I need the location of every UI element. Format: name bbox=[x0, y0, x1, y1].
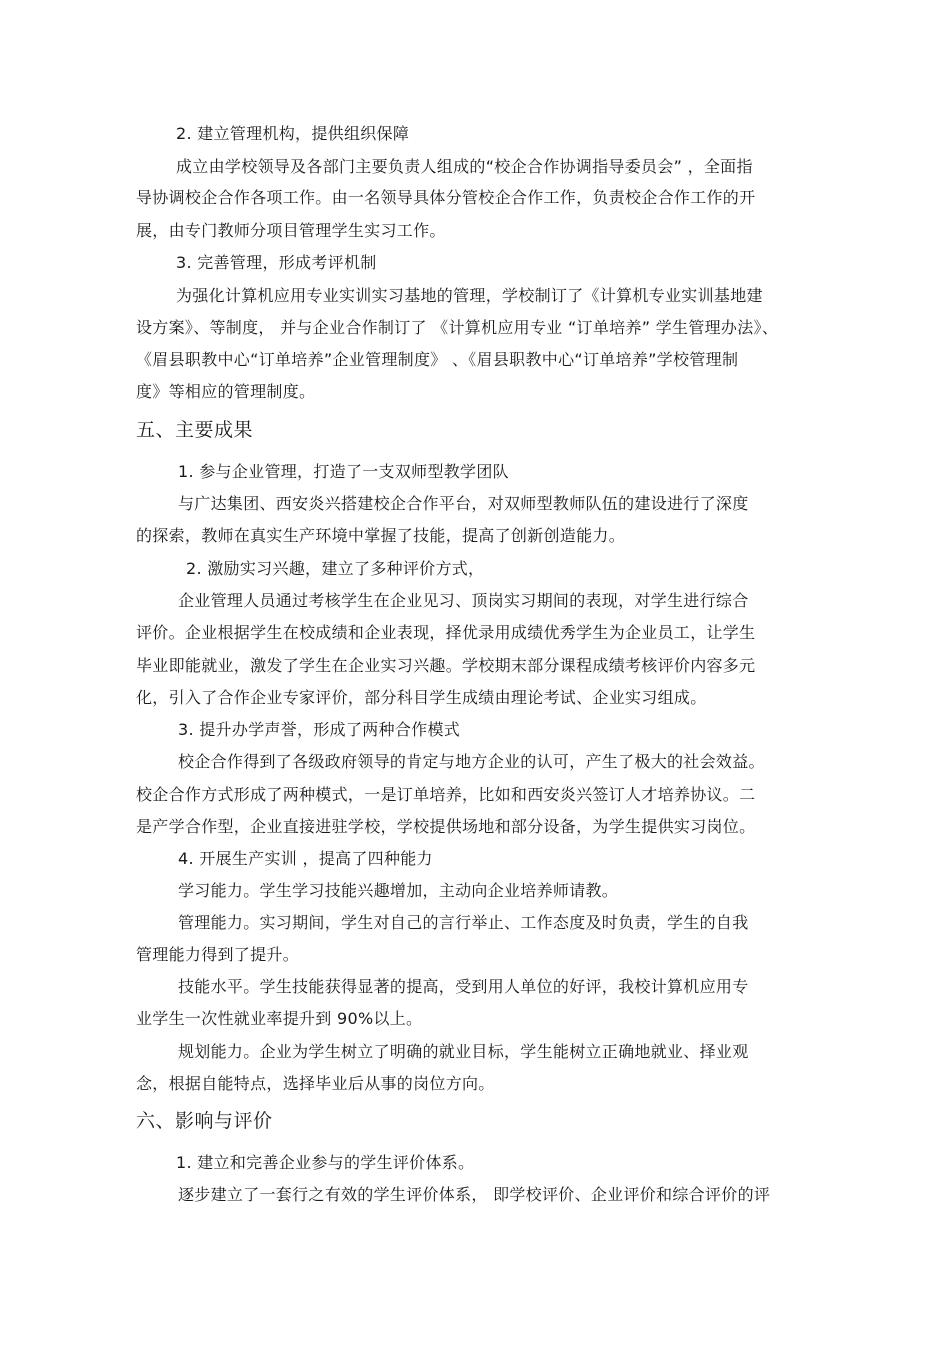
subheading-1: 1. 建立和完善企业参与的学生评价体系。 bbox=[176, 1153, 475, 1172]
subheading-4: 4. 开展生产实训 ，提高了四种能力 bbox=[178, 849, 433, 868]
paragraph-line: 管理能力。实习期间，学生对自己的言行举止、工作态度及时负责，学生的自我 bbox=[178, 913, 749, 932]
paragraph-line: 企业管理人员通过考核学生在企业见习、顶岗实习期间的表现，对学生进行综合 bbox=[178, 591, 749, 610]
paragraph-line: 为强化计算机应用专业实训实习基地的管理，学校制订了《计算机专业实训基地建 bbox=[176, 286, 763, 305]
subheading-3: 3. 完善管理，形成考评机制 bbox=[176, 253, 377, 272]
paragraph-line: 成立由学校领导及各部门主要负责人组成的“校企合作协调指导委员会” ，全面指 bbox=[176, 157, 753, 176]
paragraph-line: 导协调校企合作各项工作。由一名领导具体分管校企合作工作，负责校企合作工作的开 bbox=[136, 188, 756, 207]
paragraph-line: 管理能力得到了提升。 bbox=[136, 945, 300, 964]
paragraph-line: 度》等相应的管理制度。 bbox=[136, 382, 316, 401]
subheading-1: 1. 参与企业管理，打造了一支双师型教学团队 bbox=[178, 462, 509, 481]
paragraph-line: 的探索，教师在真实生产环境中掌握了技能，提高了创新创造能力。 bbox=[136, 526, 626, 545]
subheading-3: 3. 提升办学声誉，形成了两种合作模式 bbox=[178, 720, 461, 739]
section-heading-5: 五、主要成果 bbox=[136, 419, 254, 441]
paragraph-line: 规划能力。企业为学生树立了明确的就业目标，学生能树立正确地就业、择业观 bbox=[178, 1042, 749, 1061]
paragraph-line: 《眉县职教中心“订单培养”企业管理制度》 、《眉县职教中心“订单培养”学校管理制 bbox=[136, 350, 739, 369]
paragraph-line: 是产学合作型，企业直接进驻学校，学校提供场地和部分设备，为学生提供实习岗位。 bbox=[136, 817, 756, 836]
paragraph-line: 与广达集团、西安炎兴搭建校企合作平台，对双师型教师队伍的建设进行了深度 bbox=[178, 494, 749, 513]
paragraph-line: 展，由专门教师分项目管理学生实习工作。 bbox=[136, 221, 446, 240]
paragraph-line: 逐步建立了一套行之有效的学生评价体系， 即学校评价、企业评价和综合评价的评 bbox=[178, 1185, 771, 1204]
paragraph-line: 毕业即能就业，激发了学生在企业实习兴趣。学校期末部分课程成绩考核评价内容多元 bbox=[136, 656, 756, 675]
paragraph-line: 业学生一次性就业率提升到 90%以上。 bbox=[136, 1009, 423, 1028]
paragraph-line: 设方案》、等制度， 并与企业合作制订了 《计算机应用专业 “订单培养” 学生管理办法》、 bbox=[136, 318, 779, 337]
paragraph-line: 念，根据自能特点，选择毕业后从事的岗位方向。 bbox=[136, 1074, 495, 1093]
subheading-2: 2. 激励实习兴趣，建立了多种评价方式， bbox=[186, 559, 485, 578]
paragraph-line: 校企合作方式形成了两种模式，一是订单培养，比如和西安炎兴签订人才培养协议。二 bbox=[136, 785, 756, 804]
subheading-2: 2. 建立管理机构，提供组织保障 bbox=[176, 124, 410, 143]
paragraph-line: 化，引入了合作企业专家评价，部分科目学生成绩由理论考试、企业实习组成。 bbox=[136, 688, 707, 707]
paragraph-line: 学习能力。学生学习技能兴趣增加，主动向企业培养师请教。 bbox=[178, 881, 619, 900]
section-heading-6: 六、影响与评价 bbox=[136, 1110, 273, 1132]
paragraph-line: 评价。企业根据学生在校成绩和企业表现，择优录用成绩优秀学生为企业员工，让学生 bbox=[136, 623, 756, 642]
paragraph-line: 校企合作得到了各级政府领导的肯定与地方企业的认可，产生了极大的社会效益。 bbox=[178, 752, 765, 771]
paragraph-line: 技能水平。学生技能获得显著的提高，受到用人单位的好评，我校计算机应用专 bbox=[178, 977, 749, 996]
